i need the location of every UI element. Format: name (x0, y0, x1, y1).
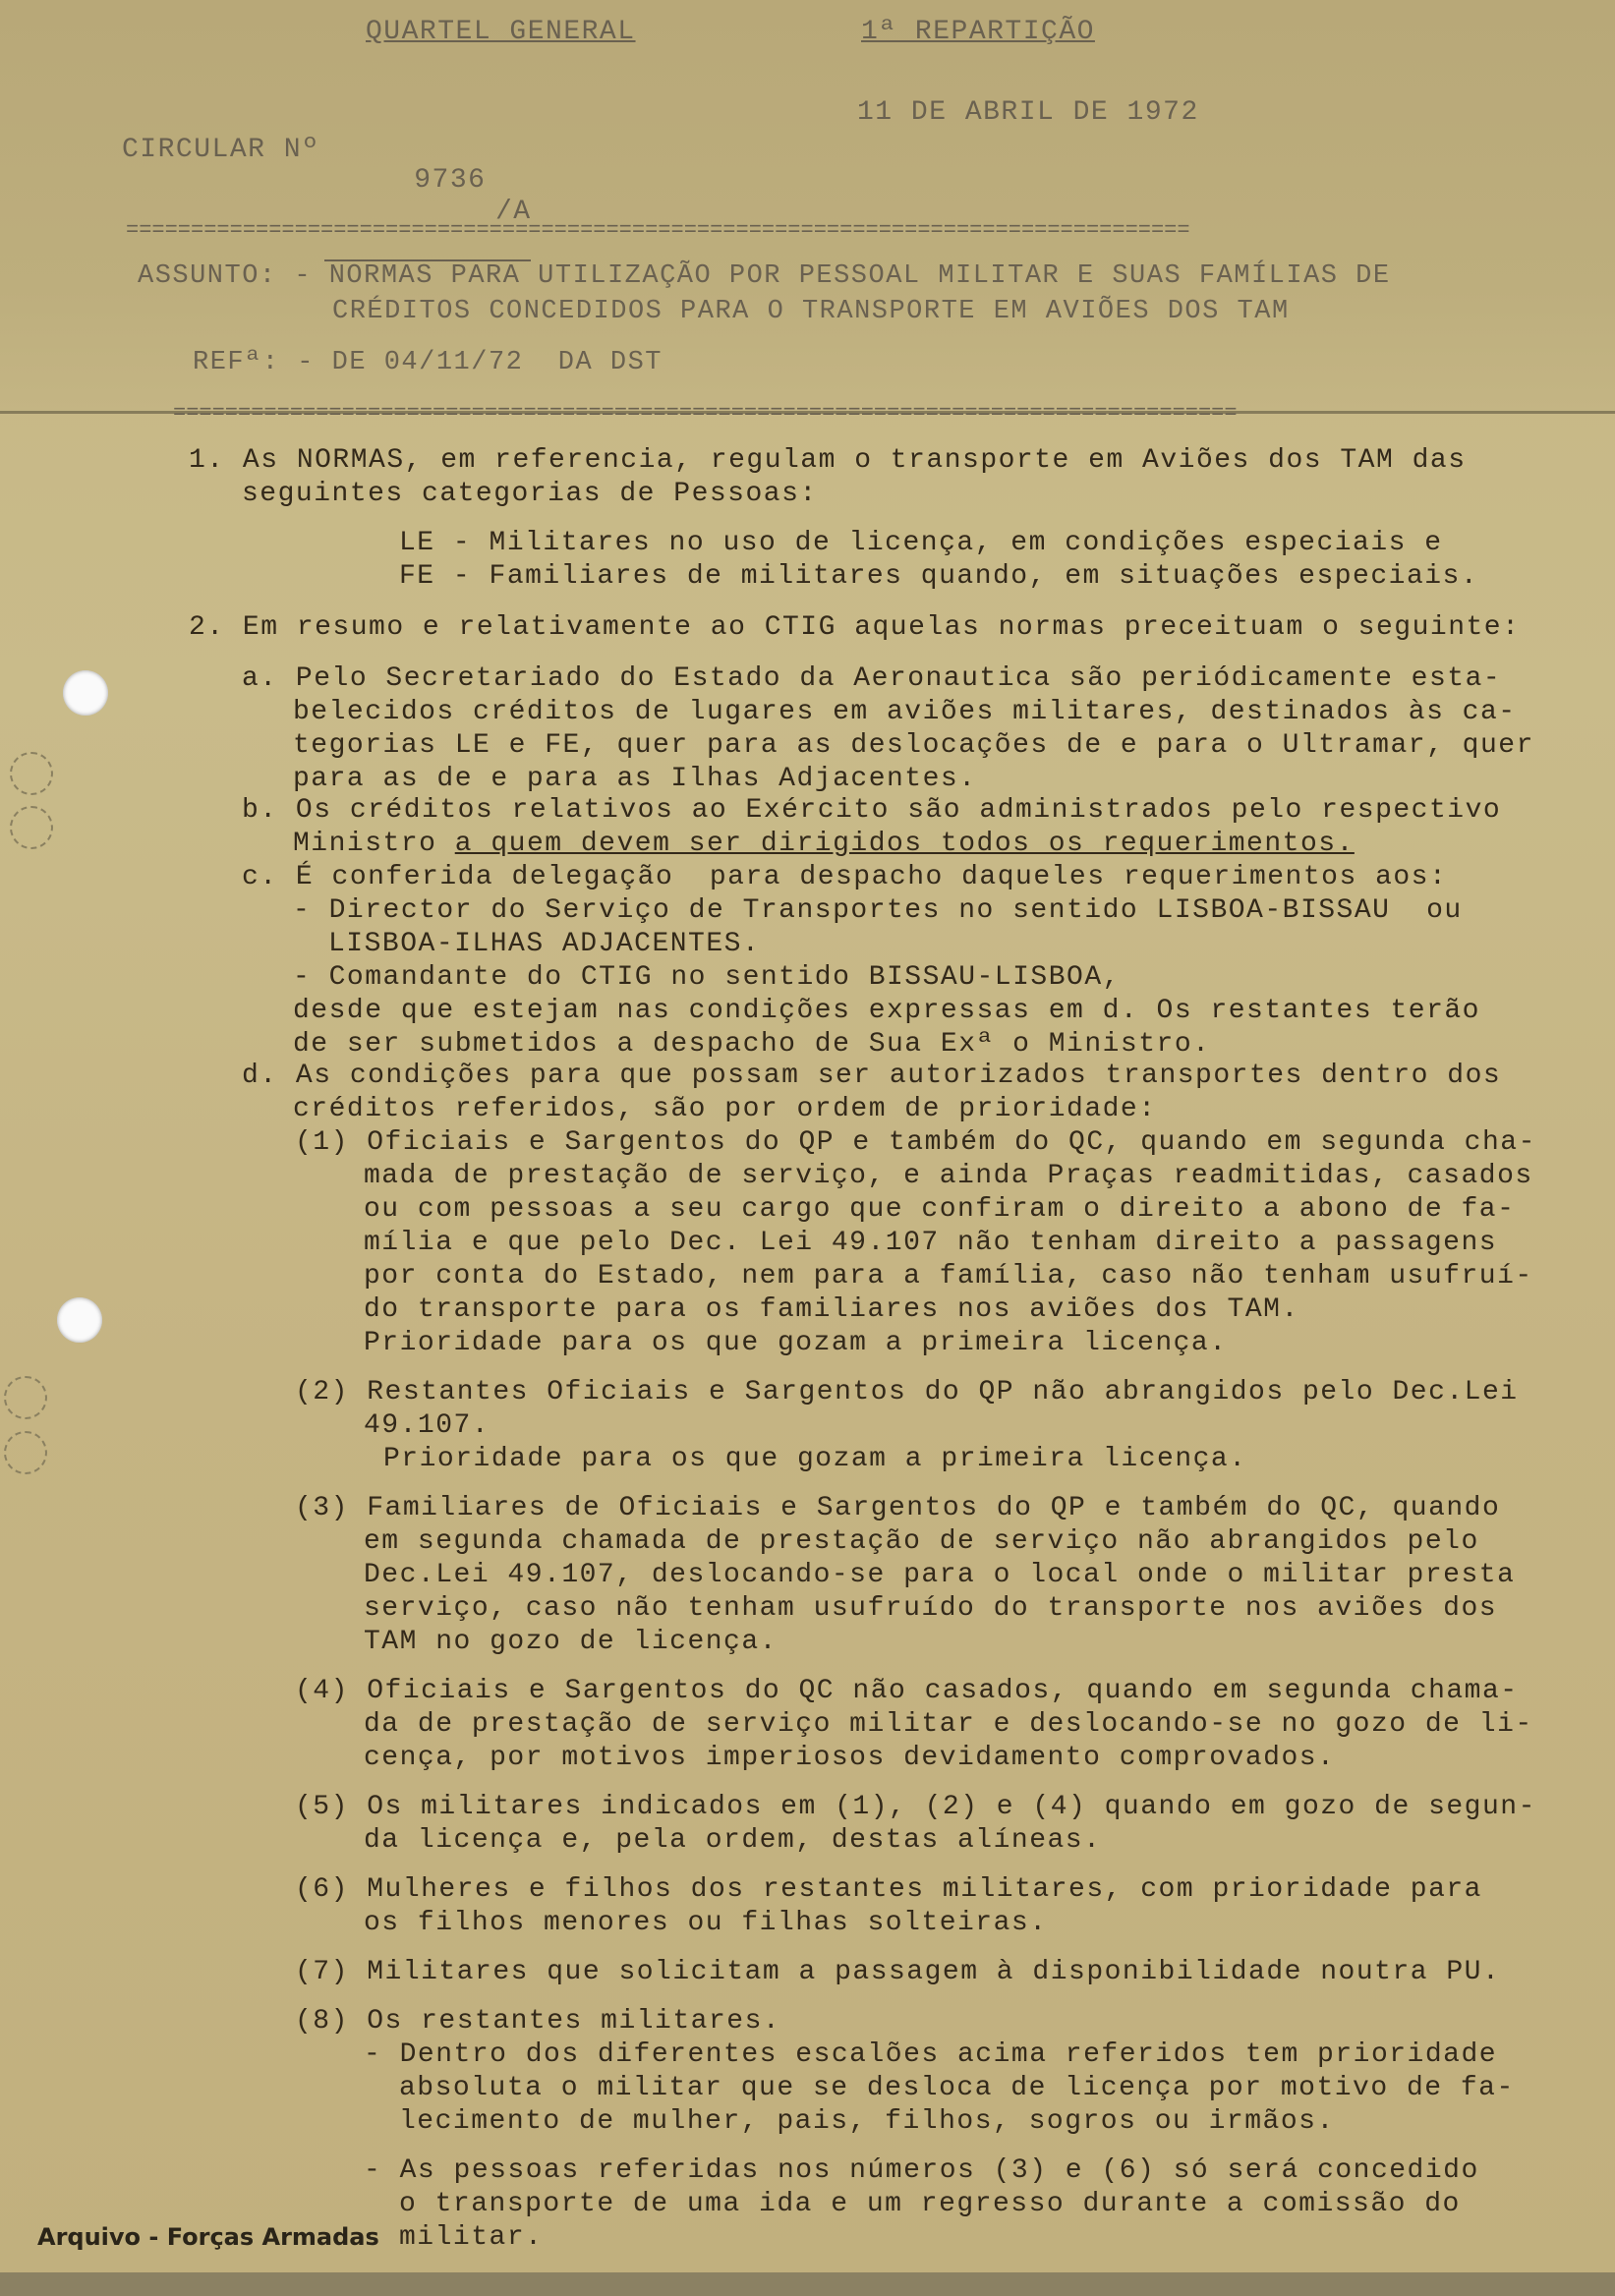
item-a-line-2: belecidos créditos de lugares em aviões militares, destinados às ca- (293, 697, 1517, 727)
priority-5-line-2: da licença e, pela ordem, destas alíneas. (364, 1825, 1102, 1856)
priority-8-line-1: (8) Os restantes militares. (295, 2006, 781, 2037)
item-c-line-4: - Comandante do CTIG no sentido BISSAU-LISBOA, (293, 962, 1121, 993)
item-b-line-1: b. Os créditos relativos ao Exército são administrados pelo respectivo (242, 795, 1502, 826)
priority-8-line-2: - Dentro dos diferentes escalões acima referidos tem prioridade (364, 2039, 1498, 2070)
subject-reference: REFª: - DE 04/11/72 DA DST (193, 348, 663, 377)
subject-line-1: ASSUNTO: - NORMAS PARA UTILIZAÇÃO POR PESSOAL MILITAR E SUAS FAMÍLIAS DE (138, 261, 1391, 291)
item-c-line-3: LISBOA-ILHAS ADJACENTES. (328, 929, 761, 959)
item-a-line-1: a. Pelo Secretariado do Estado da Aeronautica são periódicamente esta- (242, 663, 1502, 694)
category-le: LE - Militares no uso de licença, em condições especiais e (399, 528, 1443, 558)
priority-2-line-1: (2) Restantes Oficiais e Sargentos do QP não abrangidos pelo Dec.Lei (295, 1377, 1519, 1407)
priority-8-line-3: absoluta o militar que se desloca de licença por motivo de fa- (399, 2073, 1515, 2103)
circular-label: CIRCULAR Nº (122, 135, 320, 165)
priority-8-line-6: o transporte de uma ida e um regresso durante a comissão do (399, 2189, 1461, 2219)
binder-mark (4, 1376, 47, 1419)
priority-1-line-3: ou com pessoas a seu cargo que confiram o direito a abono de fa- (364, 1194, 1516, 1225)
priority-6-line-2: os filhos menores ou filhas solteiras. (364, 1908, 1048, 1938)
priority-2-line-2: 49.107. (364, 1410, 490, 1441)
item-c-line-6: de ser submetidos a despacho de Sua Exª o Ministro. (293, 1029, 1211, 1060)
priority-1-line-4: mília e que pelo Dec. Lei 49.107 não tenham direito a passagens (364, 1228, 1498, 1258)
category-fe: FE - Familiares de militares quando, em situações especiais. (399, 561, 1479, 592)
bottom-edge (0, 2272, 1615, 2296)
binder-mark (10, 806, 53, 849)
item-c-line-5: desde que estejam nas condições expressas em d. Os restantes terão (293, 996, 1480, 1026)
priority-4-line-1: (4) Oficiais e Sargentos do QC não casados, quando em segunda chama- (295, 1676, 1519, 1706)
priority-3-line-4: serviço, caso não tenham usufruído do transporte nos aviões dos (364, 1593, 1498, 1624)
priority-1-line-6: do transporte para os familiares nos aviões dos TAM. (364, 1294, 1299, 1325)
circular-number: 9736 (414, 165, 487, 196)
priority-6-line-1: (6) Mulheres e filhos dos restantes militares, com prioridade para (295, 1874, 1482, 1905)
priority-3-line-2: em segunda chamada de prestação de serviço não abrangidos pelo (364, 1526, 1479, 1557)
priority-2-line-3: Prioridade para os que gozam a primeira licença. (383, 1444, 1247, 1474)
item-c-line-2: - Director do Serviço de Transportes no sentido LISBOA-BISSAU ou (293, 895, 1463, 926)
priority-5-line-1: (5) Os militares indicados em (1), (2) e (4) quando em gozo de segun- (295, 1792, 1536, 1822)
archive-stamp: Arquivo - Forças Armadas (37, 2223, 379, 2251)
priority-8-line-4: lecimento de mulher, pais, filhos, sogros ou irmãos. (399, 2106, 1335, 2137)
priority-3-line-3: Dec.Lei 49.107, deslocando-se para o local onde o militar presta (364, 1560, 1516, 1590)
header-dept: 1ª REPARTIÇÃO (861, 17, 1095, 47)
priority-8-line-5: - As pessoas referidas nos números (3) e (6) só será concedido (364, 2155, 1479, 2186)
header-org: QUARTEL GENERAL (366, 17, 636, 47)
priority-3-line-5: TAM no gozo de licença. (364, 1627, 778, 1657)
header-date: 11 DE ABRIL DE 1972 (857, 97, 1199, 128)
priority-4-line-2: da de prestação de serviço militar e deslocando-se no gozo de li- (364, 1709, 1533, 1740)
punch-hole-lower (57, 1297, 102, 1343)
circular-suffix: /A (495, 197, 532, 227)
item-d-line-1: d. As condições para que possam ser autorizados transportes dentro dos (242, 1061, 1502, 1091)
item-c-line-1: c. É conferida delegação para despacho daqueles requerimentos aos: (242, 862, 1448, 892)
punch-hole-upper (63, 670, 108, 716)
item-b-line-2 (293, 828, 1355, 861)
paragraph-1-line-1: 1. As NORMAS, em referencia, regulam o transporte em Aviões dos TAM das (189, 445, 1467, 476)
item-a-line-4: para as de e para as Ilhas Adjacentes. (293, 764, 977, 794)
priority-1-line-1: (1) Oficiais e Sargentos do QP e também do QC, quando em segunda cha- (295, 1127, 1536, 1158)
item-b-underlined: a quem devem ser dirigidos todos os requerimentos. (454, 829, 1355, 859)
item-b-ministro: Ministro (293, 829, 455, 859)
priority-8-line-7: militar. (399, 2222, 544, 2253)
priority-4-line-3: cença, por motivos imperiosos devidamento comprovados. (364, 1743, 1336, 1773)
item-d-line-2: créditos referidos, são por ordem de prioridade: (293, 1094, 1157, 1124)
paragraph-1-line-2: seguintes categorias de Pessoas: (242, 479, 818, 509)
priority-1-line-5: por conta do Estado, nem para a família, caso não tenham usufruí- (364, 1261, 1533, 1292)
priority-1-line-7: Prioridade para os que gozam a primeira licença. (364, 1328, 1228, 1358)
priority-3-line-1: (3) Familiares de Oficiais e Sargentos do QP e também do QC, quando (295, 1493, 1501, 1523)
separator-bottom: ================================================================================== (173, 401, 1238, 426)
binder-mark (4, 1431, 47, 1474)
binder-mark (10, 752, 53, 795)
separator-top: ================================================================================== (126, 218, 1190, 243)
paragraph-2: 2. Em resumo e relativamente ao CTIG aquelas normas preceituam o seguinte: (189, 612, 1521, 643)
subject-line-2: CRÉDITOS CONCEDIDOS PARA O TRANSPORTE EM AVIÕES DOS TAM (332, 297, 1290, 326)
priority-7: (7) Militares que solicitam a passagem à disponibilidade noutra PU. (295, 1957, 1501, 1987)
item-a-line-3: tegorias LE e FE, quer para as deslocações de e para o Ultramar, quer (293, 730, 1534, 761)
priority-1-line-2: mada de prestação de serviço, e ainda Praças readmitidas, casados (364, 1161, 1533, 1191)
